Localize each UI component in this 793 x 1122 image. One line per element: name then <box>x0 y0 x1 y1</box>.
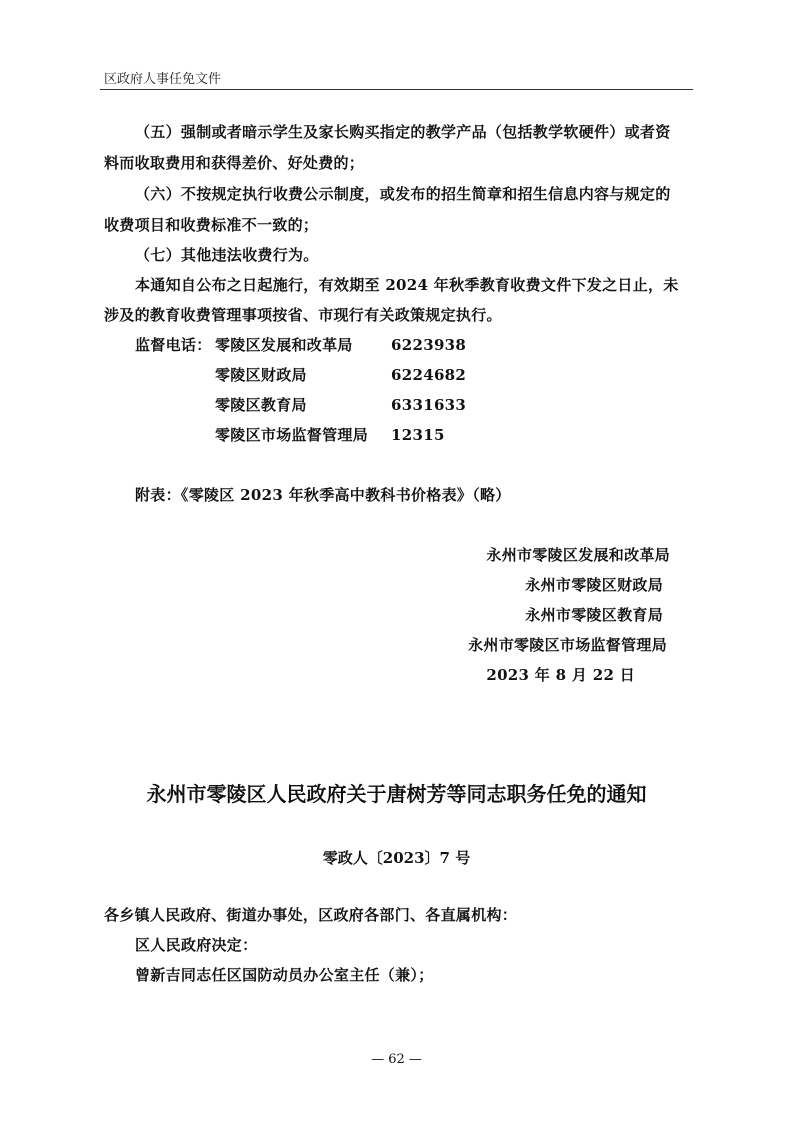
phone-row-2 <box>215 364 466 385</box>
addressee: 各乡镇人民政府、街道办事处，区政府各部门、各直属机构： <box>104 906 518 924</box>
phone-org: 零陵区市场监督管理局 <box>215 426 369 444</box>
phone-row-4 <box>215 424 445 445</box>
signature-org: 永州市零陵区财政局 <box>525 576 663 594</box>
clause-5-line2: 料而收取费用和获得差价、好处费的； <box>104 154 365 172</box>
clause-6-line2: 收费项目和收费标准不一致的； <box>104 216 319 234</box>
effective-date-line2: 涉及的教育收费管理事项按省、市现行有关政策规定执行。 <box>104 306 502 324</box>
phone-number: 12315 <box>391 426 445 444</box>
clause-5-line1: （五）强制或者暗示学生及家长购买指定的教学产品（包括教学软硬件）或者资 <box>135 123 671 141</box>
signature-org: 永州市零陵区市场监督管理局 <box>468 636 667 654</box>
signature-org: 永州市零陵区教育局 <box>525 606 663 624</box>
phone-org: 零陵区财政局 <box>215 366 307 384</box>
document-number: 零政人〔2023〕7 号 <box>322 849 471 867</box>
clause-6-line1: （六）不按规定执行收费公示制度，或发布的招生简章和招生信息内容与规定的 <box>135 185 671 203</box>
supervision-label: 监督电话： <box>135 336 212 354</box>
phone-number: 6331633 <box>391 396 467 414</box>
running-header: 区政府人事任免文件 <box>104 72 222 87</box>
phone-org: 零陵区发展和改革局 <box>215 336 353 354</box>
notice-title: 永州市零陵区人民政府关于唐树芳等同志职务任免的通知 <box>146 782 647 806</box>
signature-org: 永州市零陵区发展和改革局 <box>486 546 670 564</box>
phone-row-1 <box>135 334 466 355</box>
appointment-item: 曾新吉同志任区国防动员办公室主任（兼）； <box>135 966 434 984</box>
issue-date: 2023 年 8 月 22 日 <box>486 666 635 684</box>
page-number: — 62 — <box>371 1052 422 1067</box>
phone-number: 6223938 <box>391 336 467 354</box>
attachment-note: 附表：《零陵区 2023 年秋季高中教科书价格表》（略） <box>135 486 511 504</box>
decision-intro: 区人民政府决定： <box>135 936 258 954</box>
clause-7: （七）其他违法收费行为。 <box>135 246 319 264</box>
effective-date-line1: 本通知自公布之日起施行，有效期至 2024 年秋季教育收费文件下发之日止，未 <box>135 276 679 294</box>
phone-org: 零陵区教育局 <box>215 396 307 414</box>
phone-number: 6224682 <box>391 366 467 384</box>
phone-row-3 <box>215 394 466 415</box>
header-divider <box>100 89 693 90</box>
